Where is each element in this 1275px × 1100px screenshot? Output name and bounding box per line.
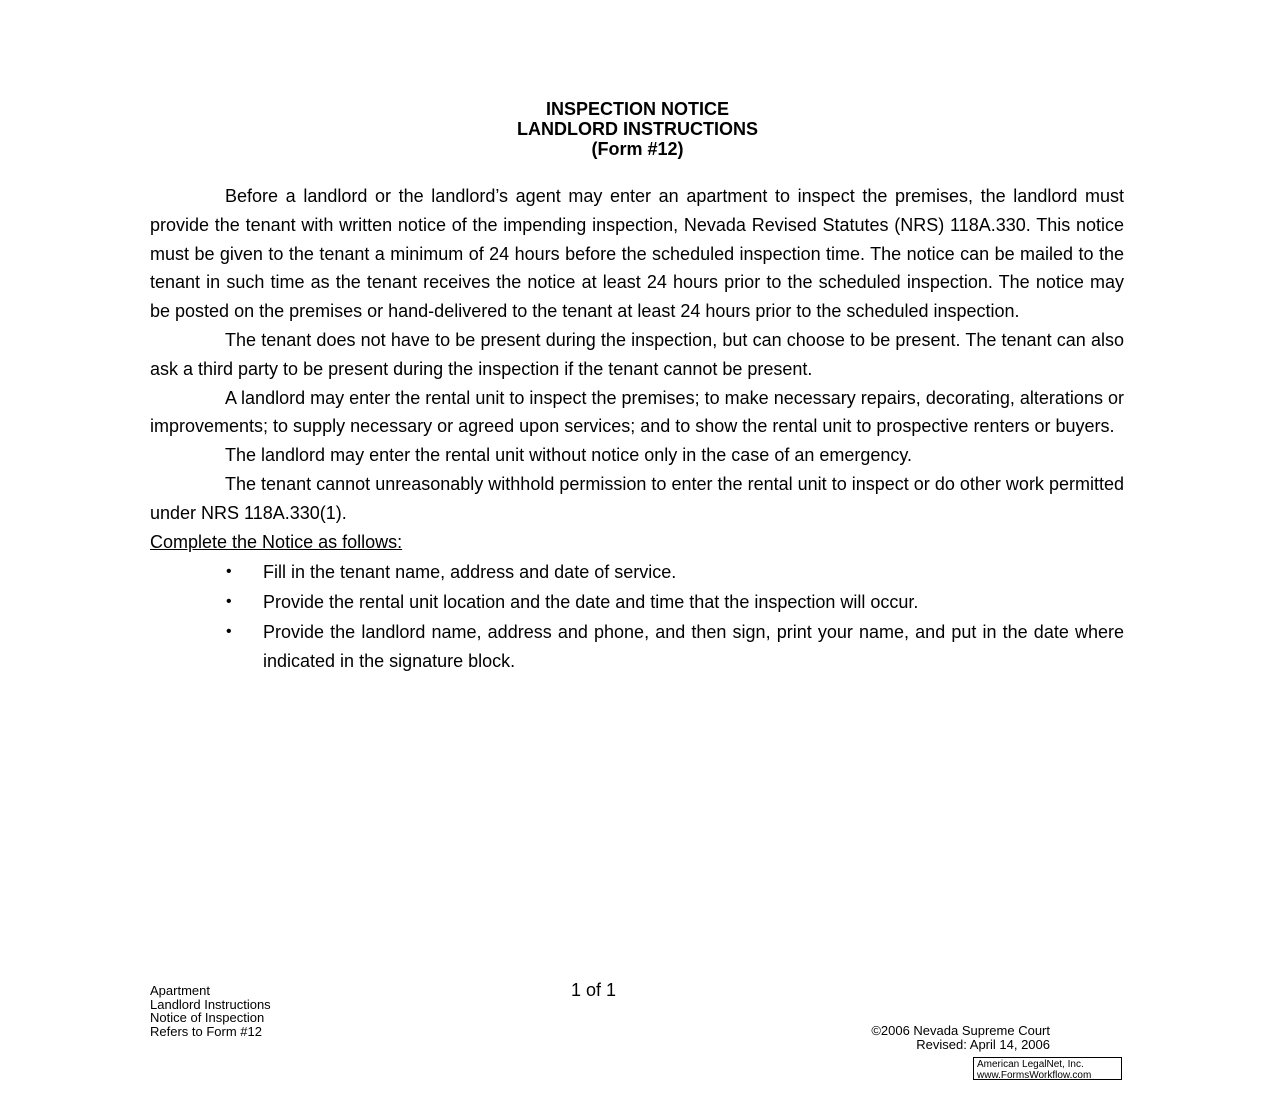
- vendor-url: www.FormsWorkflow.com: [977, 1070, 1092, 1081]
- list-item-text: Provide the landlord name, address and phone, and then sign, print your name, and put in the date where indicated in the signature block.: [263, 621, 1124, 671]
- vendor-name: American LegalNet, Inc.: [977, 1059, 1084, 1070]
- footer-line: Apartment: [150, 983, 210, 998]
- footer-copyright-block: [871, 1024, 1050, 1051]
- list-item: [150, 618, 1124, 676]
- footer-line: Notice of Inspection: [150, 1010, 265, 1025]
- paragraph-tenant-presence: The tenant does not have to be present during the inspection, but can choose to be present. The tenant can also ask a third party to be present during the inspection if the tenant cannot be present.: [150, 329, 1124, 379]
- paragraph-notice-requirement: Before a landlord or the landlord’s agent may enter an apartment to inspect the premises, the landlord must provide the tenant with written notice of the impending inspection, Nevada Revised Statutes (NRS) 118A.330. This notice must be given to the tenant a minimum of 24 hours before the scheduled inspection time. The notice can be mailed to the tenant in such time as the tenant receives the notice at least 24 hours prior to the scheduled inspection. The notice may be posted on the premises or hand-delivered to the tenant at least 24 hours prior to the scheduled inspection.: [150, 186, 1124, 322]
- bullet-icon: •: [226, 622, 232, 640]
- list-item: [150, 558, 1124, 587]
- title-line-3: (Form #12): [591, 139, 684, 159]
- list-item: [150, 588, 1124, 617]
- title-line-2: LANDLORD INSTRUCTIONS: [517, 119, 758, 139]
- document-body: [150, 182, 1124, 677]
- paragraph-entry-purposes: A landlord may enter the rental unit to inspect the premises; to make necessary repairs, decorating, alterations or improvements; to supply necessary or agreed upon services; and to show the rental unit to prospective renters or buyers.: [150, 387, 1124, 437]
- footer-line: Landlord Instructions: [150, 996, 271, 1012]
- footer-line: Refers to Form #12: [150, 1023, 262, 1039]
- list-item-text: Fill in the tenant name, address and date of service.: [263, 562, 677, 583]
- list-item-text: Provide the rental unit location and the date and time that the inspection will occur.: [263, 592, 919, 613]
- document-title: [0, 99, 1275, 159]
- revision-date: Revised: April 14, 2006: [916, 1036, 1050, 1052]
- instructions-heading: Complete the Notice as follows:: [150, 531, 403, 552]
- copyright-text: ©2006 Nevada Supreme Court: [871, 1023, 1050, 1038]
- paragraph-permission: The tenant cannot unreasonably withhold permission to enter the rental unit to inspect or do other work permitted under NRS 118A.330(1).: [150, 473, 1124, 523]
- paragraph-emergency: The landlord may enter the rental unit without notice only in the case of an emergency.: [225, 445, 913, 466]
- page-number: 1 of 1: [571, 980, 617, 1000]
- title-line-1: INSPECTION NOTICE: [545, 99, 729, 119]
- vendor-box: [973, 1057, 1122, 1080]
- bullet-icon: •: [226, 563, 232, 581]
- bullet-icon: •: [226, 593, 232, 611]
- instructions-list: [150, 558, 1124, 675]
- footer-form-info: [150, 984, 271, 1038]
